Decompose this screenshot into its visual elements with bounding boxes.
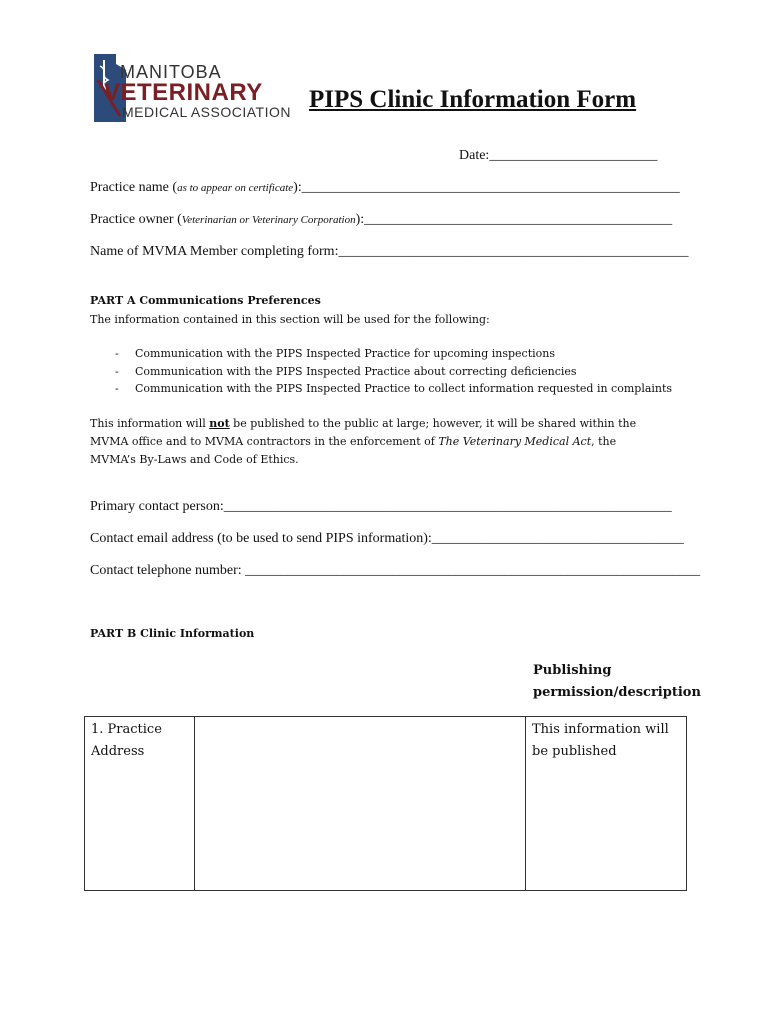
contact-phone-blank[interactable]: _________________________________________________________________ xyxy=(245,563,701,578)
row-label-line2: Address xyxy=(91,744,145,759)
part-a-heading: PART A Communications Preferences xyxy=(90,294,321,307)
date-blank[interactable]: ________________________ xyxy=(489,148,658,163)
logo-line-veterinary: VETERINARY xyxy=(104,79,263,106)
practice-owner-blank[interactable]: ____________________________________________ xyxy=(364,212,673,227)
publishing-heading-line1: Publishing xyxy=(533,663,612,678)
practice-address-input-cell[interactable] xyxy=(195,717,526,891)
publishing-heading xyxy=(533,660,701,704)
bullet-marker: - xyxy=(115,364,119,378)
primary-contact-field[interactable] xyxy=(90,499,672,515)
contact-phone-label: Contact telephone number: xyxy=(90,563,246,578)
part-a-notice xyxy=(90,415,650,469)
bullet-marker: - xyxy=(115,382,119,395)
practice-owner-field[interactable] xyxy=(90,212,672,228)
part-b-heading: PART B Clinic Information xyxy=(90,627,255,640)
bullet-text: Communication with the PIPS Inspected Practice to collect information requested in complaints xyxy=(135,382,673,395)
practice-owner-suffix: ): xyxy=(355,212,365,227)
logo-line-medical-association: MEDICAL ASSOCIATION xyxy=(122,104,291,120)
contact-email-blank[interactable]: ____________________________________ xyxy=(431,531,684,546)
row-permission-cell xyxy=(526,717,687,891)
notice-before: This information will xyxy=(90,417,210,430)
practice-name-suffix: ): xyxy=(293,180,302,195)
practice-name-hint: as to appear on certificate xyxy=(177,182,294,194)
date-field[interactable] xyxy=(459,148,657,164)
row-permission-line1: This information will xyxy=(532,722,669,737)
contact-email-label: Contact email address (to be used to send PIPS information): xyxy=(90,531,432,546)
list-item xyxy=(115,380,672,398)
notice-after: , the MVMA’s By-Laws and Code of Ethics. xyxy=(90,435,617,466)
notice-not: not xyxy=(209,417,230,430)
list-item xyxy=(115,345,672,363)
practice-name-label: Practice name ( xyxy=(90,180,178,195)
member-name-label: Name of MVMA Member completing form: xyxy=(90,244,339,259)
date-label: Date: xyxy=(459,148,490,163)
primary-contact-blank[interactable]: ________________________________________________________________ xyxy=(223,499,672,514)
member-name-field[interactable] xyxy=(90,244,688,260)
row-label-cell xyxy=(85,717,195,891)
practice-owner-label: Practice owner ( xyxy=(90,212,182,227)
contact-email-field[interactable] xyxy=(90,531,684,547)
primary-contact-label: Primary contact person: xyxy=(90,499,224,514)
practice-name-field[interactable] xyxy=(90,180,680,196)
row-label-line1: 1. Practice xyxy=(91,722,162,737)
notice-act: The Veterinary Medical Act xyxy=(438,435,592,448)
bullet-text: Communication with the PIPS Inspected Practice for upcoming inspections xyxy=(135,347,555,360)
part-a-intro: The information contained in this section will be used for the following: xyxy=(90,313,490,326)
bullet-text: Communication with the PIPS Inspected Practice about correcting deficiencies xyxy=(135,364,577,378)
member-name-blank[interactable]: __________________________________________________ xyxy=(338,244,689,259)
bullet-marker: - xyxy=(115,347,119,360)
practice-name-blank[interactable]: ______________________________________________________ xyxy=(301,180,680,195)
part-a-bullet-list xyxy=(115,345,672,398)
page-title: PIPS Clinic Information Form xyxy=(309,86,637,113)
publishing-heading-line2: permission/description xyxy=(533,685,701,700)
notice-middle: be published to the public at large; however, it will be shared within the MVMA office and to MVMA contractors in the enforcement of xyxy=(90,417,637,448)
row-permission-line2: be published xyxy=(532,744,617,759)
contact-phone-field[interactable] xyxy=(90,563,700,579)
table-row xyxy=(85,717,687,891)
clinic-info-table xyxy=(84,716,687,891)
logo-line-manitoba: MANITOBA xyxy=(120,62,222,82)
practice-owner-hint: Veterinarian or Veterinary Corporation xyxy=(181,214,356,226)
list-item xyxy=(115,363,672,381)
